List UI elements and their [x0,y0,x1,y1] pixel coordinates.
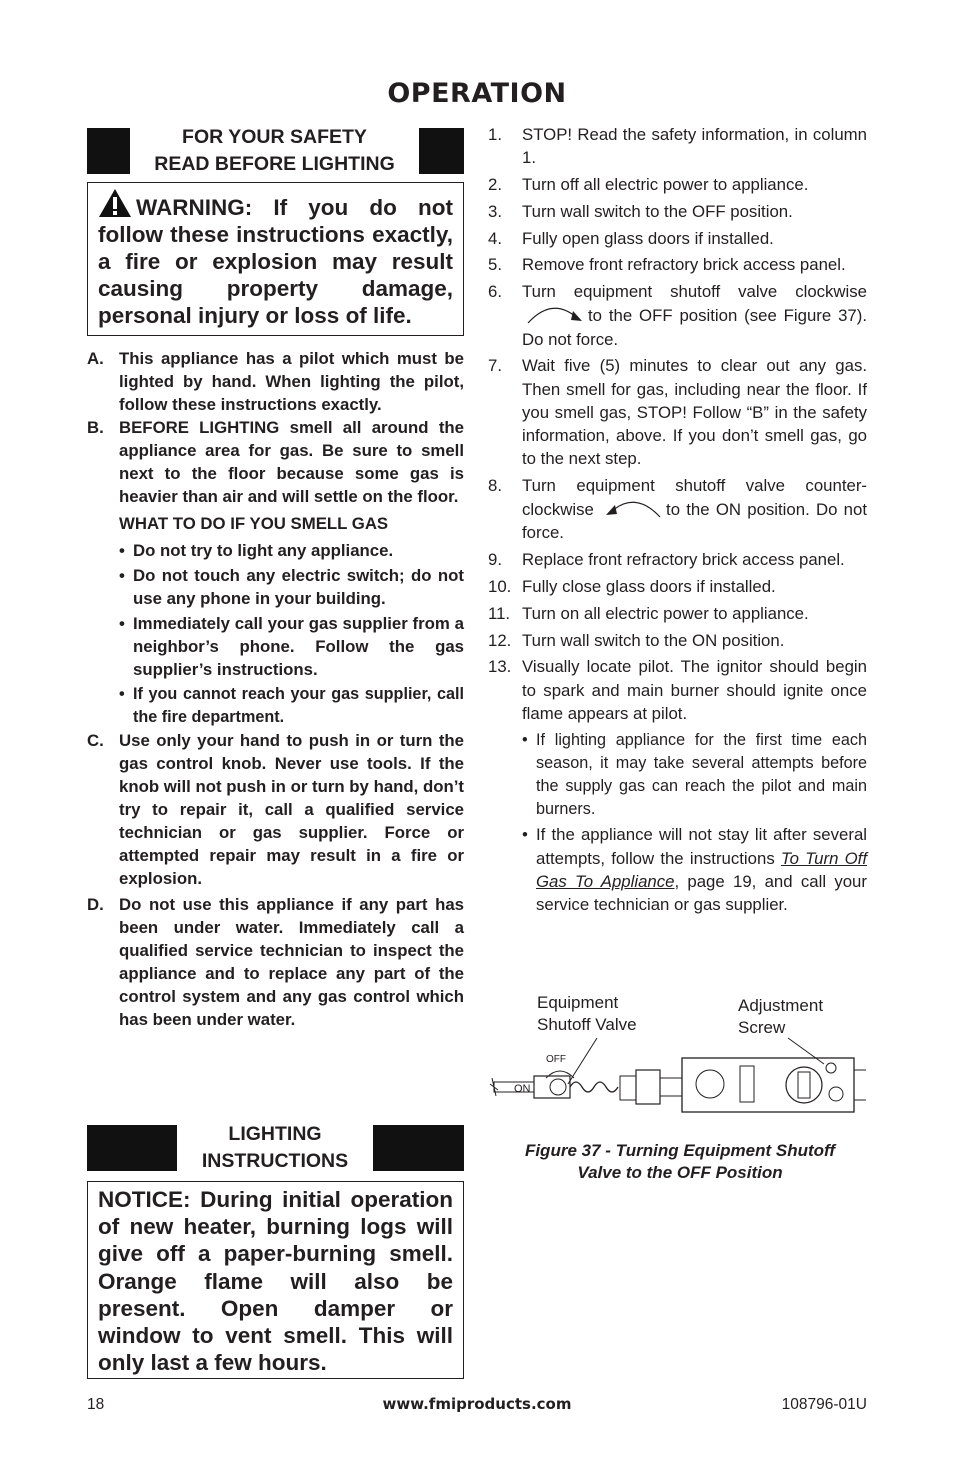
off-label: OFF [546,1054,566,1065]
list-item: A. This appliance has a pilot which must be lighted by hand. When lighting the pilot, follow these instructions exactly. [87,349,464,414]
step-item: 7. Wait five (5) minutes to clear out any gas. Then smell for gas, including near the floor. If you smell gas, STOP! Follow “B” in the safety information, above. If you don’t smell gas, go to the next step. [488,356,867,469]
warning-triangle-icon [98,188,132,218]
gas-valve-figure [488,1030,868,1122]
lighting-header [87,1124,464,1172]
header-block-left [87,1125,177,1171]
page-title: OPERATION [387,78,567,109]
step-item: 8. Turn equipment shutoff valve counter-clockwise to the ON position. Do not force. [488,476,867,543]
footer-url: www.fmiproducts.com [382,1395,572,1413]
clockwise-arrow-icon [524,303,586,325]
list-item: B. BEFORE LIGHTING smell all around the appliance area for gas. Be sure to smell next to the floor because some gas is heavier than air and will settle on the floor. [87,418,464,506]
warning-text: WARNING: If you do not follow these instructions exactly, a fire or explosion may result causing property damage, personal injury or loss of life. [98,195,453,328]
list-item: • If lighting appliance for the first time each season, it may take several attempts before the supply gas can reach the pilot and main burners. [522,730,867,819]
step-item: 3. Turn wall switch to the OFF position. [488,201,793,221]
safety-list [87,347,464,1031]
page-number: 18 [87,1396,105,1413]
step-item: 10. Fully close glass doors if installed. [488,577,776,596]
step-item: 12. Turn wall switch to the ON position. [488,630,785,650]
smell-gas-heading: WHAT TO DO IF YOU SMELL GAS [119,514,389,533]
on-label: ON [514,1083,531,1095]
adjustment-screw-label: Adjustment Screw [738,996,824,1037]
step-item: 5. Remove front refractory brick access panel. [488,255,846,275]
step-item: 2. Turn off all electric power to appliance. [488,175,809,194]
turn-off-gas-link[interactable]: To Turn Off Gas To Appliance [536,848,867,891]
step-item: 4. Fully open glass doors if installed. [488,228,774,248]
list-item: • If you cannot reach your gas supplier, call the fire department. [119,685,464,726]
list-item: • If the appliance will not stay lit after several attempts, follow the instructions To Turn Off Gas To Appliance, page 19, and call your service technician or gas supplier. [522,825,867,915]
step-item: 1. STOP! Read the safety information, in column 1. [488,125,867,168]
figure-caption: Figure 37 - Turning Equipment Shutoff Valve to the OFF Position [524,1141,836,1182]
safety-header-text: FOR YOUR SAFETY READ BEFORE LIGHTING [154,126,395,175]
list-item: C. Use only your hand to push in or turn the gas control knob. Never use tools. If the knob will not push in or turn by hand, don’t try to repair it, call a qualified service technician or gas supplier. Force or attempted repair may result in a fire or explosion. [87,731,464,888]
lighting-steps [488,123,867,918]
step-item: 13. Visually locate pilot. The ignitor should begin to spark and main burner should ignite once flame appears at pilot. [488,657,867,723]
list-item: D. Do not use this appliance if any part has been under water. Immediately call a qualified service technician to inspect the appliance and to replace any part of the control system and any gas control which has been under water. [87,895,464,1029]
equipment-valve-label: Equipment Shutoff Valve [537,993,637,1034]
notice-box: NOTICE: During initial operation of new heater, burning logs will give off a paper-burning smell. Orange flame will also be present. Open damper or window to vent smell. This will only last a few hours. [87,1181,464,1379]
header-block-right [419,128,464,174]
document-number: 108796-01U [781,1396,867,1413]
list-item: • Do not touch any electric switch; do not use any phone in your building. [119,566,464,608]
warning-box [87,182,464,336]
step-item: 9. Replace front refractory brick access panel. [488,550,845,570]
list-item: • Immediately call your gas supplier from a neighbor’s phone. Follow the gas supplier’s instructions. [119,614,464,679]
lighting-header-text: LIGHTING INSTRUCTIONS [201,1123,349,1172]
step-item: 11. Turn on all electric power to appliance. [488,603,809,623]
step-item: 6. Turn equipment shutoff valve clockwise to the OFF position (see Figure 37). Do not force. [488,282,867,349]
safety-header [87,127,464,175]
header-block-right [373,1125,464,1171]
counterclockwise-arrow-icon [602,497,664,519]
header-block-left [87,128,130,174]
list-item: • Do not try to light any appliance. [119,541,394,560]
